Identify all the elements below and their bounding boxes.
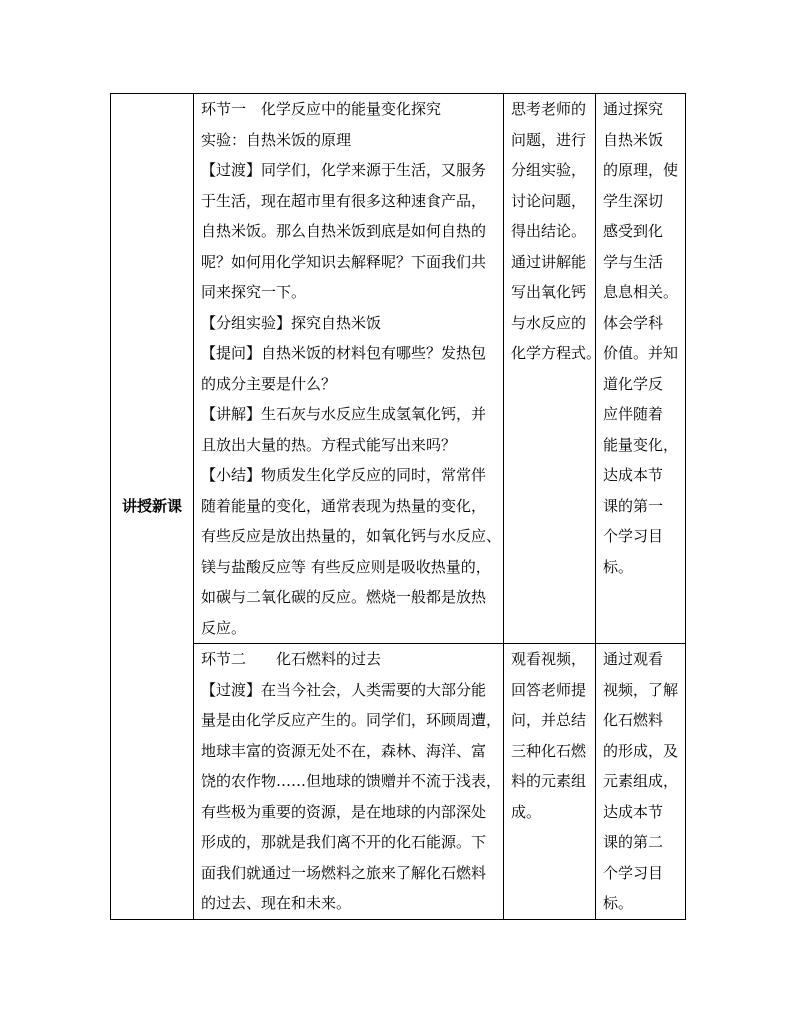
purpose-line: 应伴随着 [603,405,664,423]
content-line: 如碳与二氧化碳的反应。燃烧一般都是放热 [201,588,487,606]
student-line: 料的元素组 [511,772,587,790]
content-line: 同来探究一下。 [201,283,307,301]
student-line: 化学方程式。 [511,344,602,362]
purpose-line: 体会学科 [603,313,664,332]
purpose-line: 课的第一 [603,496,664,515]
purpose-line: 元素组成， [603,772,679,790]
purpose-line: 能量变化， [603,435,679,454]
purpose-line: 通过观看 [603,650,664,668]
content-line: 的过去、现在和未来。 [201,894,352,912]
student-line: 写出氧化钙 [511,283,587,301]
student-activity-cell [504,644,596,920]
content-line: 【提问】自热米饭的材料包有哪些？发热包 [201,344,487,362]
student-line: 回答老师提 [511,680,587,699]
purpose-line: 标。 [603,557,634,576]
student-line: 问题，进行 [511,130,587,149]
content-line: 环节二 化石燃料的过去 [201,650,382,668]
student-activity-cell [504,94,602,644]
content-line: 于生活，现在超市里有很多这种速食产品， [201,191,487,210]
student-line: 分组实验， [511,161,587,179]
lesson-plan-table [110,93,686,920]
purpose-line: 达成本节 [603,802,664,821]
content-cell [194,644,504,920]
purpose-line: 的原理，使 [603,161,679,179]
purpose-line: 息息相关。 [603,283,679,301]
purpose-line: 通过探究 [603,100,664,118]
student-line: 三种化石燃 [511,741,587,760]
purpose-line: 达成本节 [603,466,664,484]
section-label: 讲授新课 [111,94,194,920]
purpose-line: 自热米饭 [603,130,664,149]
content-line: 随着能量的变化，通常表现为热量的变化， [201,496,487,515]
purpose-line: 价值。并知 [603,344,679,362]
content-line: 【过渡】在当今社会，人类需要的大部分能 [201,680,487,699]
student-line: 问，并总结 [511,711,587,729]
design-purpose-cell [596,94,686,644]
purpose-line: 标。 [603,894,634,912]
student-line: 观看视频， [511,650,587,668]
content-line: 有些极为重要的资源，是在地球的内部深处 [201,802,487,821]
purpose-line: 感受到化 [603,222,664,240]
student-line: 与水反应的 [511,313,587,332]
table-row [111,644,686,920]
content-line: 【分组实验】探究自热米饭 [201,313,382,332]
content-line: 且放出大量的热。方程式能写出来吗？ [201,435,457,454]
content-line: 镁与盐酸反应等 有些反应则是吸收热量的， [201,557,491,576]
student-line: 讨论问题， [511,191,587,210]
content-line: 有些反应是放出热量的，如氧化钙与水反应、 [201,527,502,545]
content-line: 自热米饭。那么自热米饭到底是如何自热的 [201,222,487,240]
purpose-line: 个学习目 [603,863,664,882]
student-line: 得出结论。 [511,222,587,240]
design-purpose-cell [596,644,686,920]
purpose-line: 学生深切 [603,191,664,210]
table-row [111,94,686,644]
content-line: 【过渡】同学们，化学来源于生活，又服务 [201,161,487,179]
content-line: 的成分主要是什么？ [201,374,337,393]
content-line: 环节一 化学反应中的能量变化探究 [201,100,442,118]
content-line: 【小结】物质发生化学反应的同时，常常伴 [201,466,487,484]
student-line: 成。 [511,802,542,821]
content-line: 面我们就通过一场燃料之旅来了解化石燃料 [201,863,487,882]
purpose-line: 视频，了解 [603,680,679,699]
content-line: 饶的农作物……但地球的馈赠并不流于浅表， [201,772,502,790]
student-line: 通过讲解能 [511,252,587,271]
content-line: 地球丰富的资源无处不在，森林、海洋、富 [201,741,487,760]
purpose-line: 个学习目 [603,527,664,545]
content-line: 呢？如何用化学知识去解释呢？下面我们共 [201,252,487,271]
purpose-line: 道化学反 [603,374,664,393]
content-line: 实验：自热米饭的原理 [201,130,352,149]
student-line: 思考老师的 [511,100,587,118]
content-line: 反应。 [201,618,247,637]
content-cell [194,94,504,644]
purpose-line: 学与生活 [603,252,664,271]
content-line: 形成的，那就是我们离不开的化石能源。下 [201,833,487,851]
content-line: 量是由化学反应产生的。同学们，环顾周遭， [201,711,502,729]
purpose-line: 化石燃料 [603,711,664,729]
purpose-line: 课的第二 [603,833,664,851]
content-line: 【讲解】生石灰与水反应生成氢氧化钙，并 [201,405,487,423]
purpose-line: 的形成，及 [603,741,679,760]
